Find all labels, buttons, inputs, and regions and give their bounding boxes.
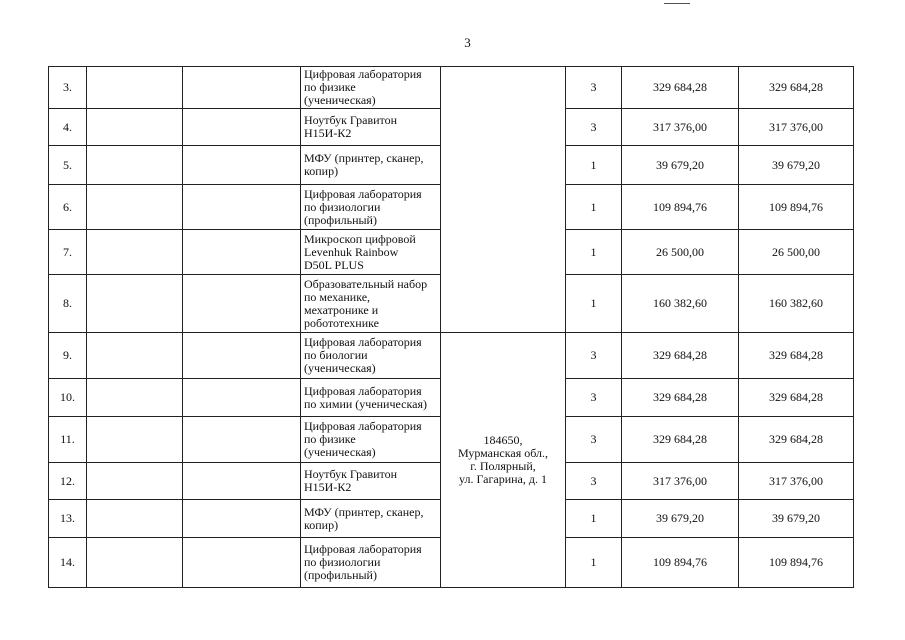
item-name-line: Ноутбук Гравитон xyxy=(304,467,398,481)
row-number: 9. xyxy=(49,333,87,379)
item-name-line: Цифровая лаборатория xyxy=(304,67,422,81)
row-number: 4. xyxy=(49,109,87,146)
empty-cell xyxy=(183,230,301,275)
item-name xyxy=(301,275,441,333)
item-name-line: Цифровая лаборатория xyxy=(304,419,422,433)
item-name xyxy=(301,500,441,538)
empty-cell xyxy=(87,146,183,185)
item-name xyxy=(301,67,441,109)
page-number: 3 xyxy=(464,35,471,50)
item-quantity: 3 xyxy=(566,109,622,146)
item-name-line: Ноутбук Гравитон xyxy=(304,113,398,127)
scan-top-mark xyxy=(664,0,690,4)
row-number: 6. xyxy=(49,185,87,230)
empty-cell xyxy=(87,538,183,588)
item-name xyxy=(301,146,441,185)
item-name-line: Цифровая лаборатория xyxy=(304,186,422,201)
item-name-line: робототехнике xyxy=(304,315,379,330)
row-number: 13. xyxy=(49,500,87,538)
item-price: 329 684,28 xyxy=(622,417,739,463)
item-name-line: D50L PLUS xyxy=(304,257,364,272)
item-name xyxy=(301,230,441,275)
empty-cell xyxy=(87,379,183,417)
item-name-line: по физике xyxy=(304,80,356,94)
address-line: г. Полярный, xyxy=(470,459,536,473)
item-price: 329 684,28 xyxy=(622,67,739,109)
item-price: 317 376,00 xyxy=(622,109,739,146)
item-sum: 160 382,60 xyxy=(739,275,854,333)
item-sum: 39 679,20 xyxy=(739,146,854,185)
item-quantity: 3 xyxy=(566,67,622,109)
empty-cell xyxy=(87,230,183,275)
empty-cell xyxy=(87,417,183,463)
item-name-line: мехатронике и xyxy=(304,302,379,317)
row-number: 7. xyxy=(49,230,87,275)
item-name-line: копир) xyxy=(304,517,339,532)
item-name-line: по физиологии xyxy=(304,555,381,569)
empty-cell xyxy=(87,500,183,538)
row-number: 11. xyxy=(49,417,87,463)
item-quantity: 3 xyxy=(566,463,622,500)
item-name xyxy=(301,417,441,463)
item-price: 39 679,20 xyxy=(622,146,739,185)
item-name-line: (ученическая) xyxy=(304,445,376,459)
item-name-line: Цифровая лаборатория xyxy=(304,542,422,556)
item-price: 26 500,00 xyxy=(622,230,739,275)
empty-cell xyxy=(87,333,183,379)
row-number: 10. xyxy=(49,379,87,417)
item-name-line: (профильный) xyxy=(304,212,377,227)
row-number: 3. xyxy=(49,67,87,109)
equipment-table xyxy=(48,66,854,588)
row-number: 5. xyxy=(49,146,87,185)
item-name-line: Н15И-К2 xyxy=(304,126,352,140)
item-sum: 109 894,76 xyxy=(739,538,854,588)
item-price: 109 894,76 xyxy=(622,185,739,230)
item-name-line: Микроскоп цифровой xyxy=(304,231,416,246)
empty-cell xyxy=(183,417,301,463)
empty-cell xyxy=(183,538,301,588)
row-number: 14. xyxy=(49,538,87,588)
empty-cell xyxy=(183,185,301,230)
item-name-line: Образовательный набор xyxy=(304,276,428,291)
item-quantity: 3 xyxy=(566,379,622,417)
table-row xyxy=(49,333,854,379)
item-quantity: 1 xyxy=(566,230,622,275)
empty-cell xyxy=(183,146,301,185)
item-name-line: по химии (ученическая) xyxy=(304,396,427,411)
item-name xyxy=(301,379,441,417)
empty-cell xyxy=(87,463,183,500)
item-name-line: Цифровая лаборатория xyxy=(304,335,422,349)
row-number: 12. xyxy=(49,463,87,500)
empty-cell xyxy=(183,333,301,379)
item-sum: 39 679,20 xyxy=(739,500,854,538)
item-sum: 329 684,28 xyxy=(739,333,854,379)
item-name-line: МФУ (принтер, сканер, xyxy=(304,151,424,165)
empty-cell xyxy=(87,275,183,333)
address-cell xyxy=(441,333,566,588)
item-quantity: 1 xyxy=(566,275,622,333)
empty-cell xyxy=(183,463,301,500)
item-sum: 317 376,00 xyxy=(739,109,854,146)
item-quantity: 1 xyxy=(566,538,622,588)
item-sum: 26 500,00 xyxy=(739,230,854,275)
address-line: Мурманская обл., xyxy=(457,446,549,460)
item-name-line: (ученическая) xyxy=(304,361,376,375)
item-price: 109 894,76 xyxy=(622,538,739,588)
item-name-line: по биологии xyxy=(304,348,368,362)
item-sum: 329 684,28 xyxy=(739,417,854,463)
item-name-line: копир) xyxy=(304,164,339,178)
address-line: ул. Гагарина, д. 1 xyxy=(459,472,547,486)
item-name-line: МФУ (принтер, сканер, xyxy=(304,504,424,519)
empty-cell xyxy=(183,109,301,146)
item-name-line: по физиологии xyxy=(304,199,381,214)
empty-address-cell xyxy=(441,67,566,333)
item-name-line: (профильный) xyxy=(304,568,377,582)
item-sum: 329 684,28 xyxy=(739,67,854,109)
item-name xyxy=(301,463,441,500)
item-name xyxy=(301,538,441,588)
item-price: 329 684,28 xyxy=(622,379,739,417)
item-quantity: 1 xyxy=(566,185,622,230)
empty-cell xyxy=(183,379,301,417)
empty-cell xyxy=(183,67,301,109)
item-name-line: Цифровая лаборатория xyxy=(304,383,422,398)
item-price: 160 382,60 xyxy=(622,275,739,333)
empty-cell xyxy=(87,109,183,146)
empty-cell xyxy=(87,67,183,109)
item-name xyxy=(301,109,441,146)
item-name xyxy=(301,333,441,379)
item-sum: 317 376,00 xyxy=(739,463,854,500)
item-name-line: (ученическая) xyxy=(304,93,376,107)
empty-cell xyxy=(183,500,301,538)
address-line: 184650, xyxy=(483,433,523,447)
item-name-line: по механике, xyxy=(304,289,371,304)
table-row xyxy=(49,67,854,109)
item-quantity: 3 xyxy=(566,417,622,463)
empty-cell xyxy=(87,185,183,230)
empty-cell xyxy=(183,275,301,333)
item-name-line: Н15И-К2 xyxy=(304,480,352,494)
item-name xyxy=(301,185,441,230)
item-name-line: по физике xyxy=(304,432,356,446)
item-name-line: Levenhuk Rainbow xyxy=(304,244,399,259)
item-price: 317 376,00 xyxy=(622,463,739,500)
item-price: 329 684,28 xyxy=(622,333,739,379)
item-sum: 329 684,28 xyxy=(739,379,854,417)
item-sum: 109 894,76 xyxy=(739,185,854,230)
row-number: 8. xyxy=(49,275,87,333)
item-quantity: 1 xyxy=(566,146,622,185)
item-quantity: 3 xyxy=(566,333,622,379)
item-quantity: 1 xyxy=(566,500,622,538)
item-price: 39 679,20 xyxy=(622,500,739,538)
